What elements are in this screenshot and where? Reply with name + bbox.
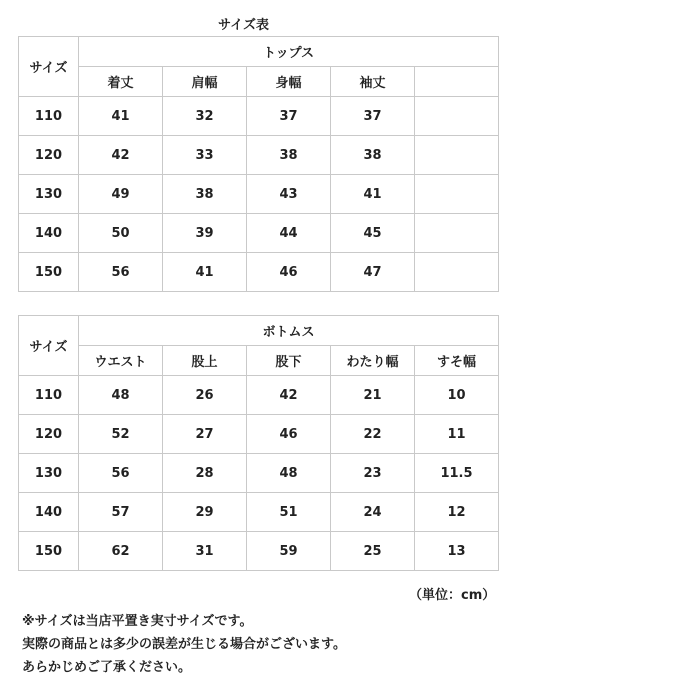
bottoms-group-header: ボトムス <box>79 316 499 346</box>
table-cell: 59 <box>247 532 331 571</box>
table-cell <box>415 97 499 136</box>
table-cell <box>415 214 499 253</box>
table-cell: 43 <box>247 175 331 214</box>
column-header: ウエスト <box>79 346 163 376</box>
size-label: 140 <box>19 493 79 532</box>
table-cell: 45 <box>331 214 415 253</box>
column-header <box>415 67 499 97</box>
column-header: すそ幅 <box>415 346 499 376</box>
table-row <box>19 454 499 493</box>
table-row <box>19 532 499 571</box>
table-cell: 24 <box>331 493 415 532</box>
table-cell: 38 <box>331 136 415 175</box>
note-line: あらかじめご了承ください。 <box>22 660 192 675</box>
table-cell: 51 <box>247 493 331 532</box>
column-header: 股上 <box>163 346 247 376</box>
table-cell: 10 <box>415 376 499 415</box>
tops-group-header: トップス <box>79 37 499 67</box>
table-cell <box>415 175 499 214</box>
table-cell: 37 <box>247 97 331 136</box>
table-cell: 13 <box>415 532 499 571</box>
size-label: 130 <box>19 175 79 214</box>
column-header: 肩幅 <box>163 67 247 97</box>
table-row <box>19 253 499 292</box>
table-row <box>19 175 499 214</box>
size-label: 140 <box>19 214 79 253</box>
table-row <box>19 136 499 175</box>
table-cell: 56 <box>79 454 163 493</box>
unit-label: （単位：cm） <box>409 588 496 603</box>
table-cell: 41 <box>331 175 415 214</box>
tops-size-table <box>18 36 499 292</box>
table-cell: 28 <box>163 454 247 493</box>
column-header: 股下 <box>247 346 331 376</box>
size-label: 120 <box>19 415 79 454</box>
table-cell: 27 <box>163 415 247 454</box>
table-cell: 62 <box>79 532 163 571</box>
bottoms-size-table <box>18 315 499 571</box>
table-cell: 41 <box>163 253 247 292</box>
table-row <box>19 97 499 136</box>
table-cell: 38 <box>163 175 247 214</box>
table-row <box>19 493 499 532</box>
table-cell: 26 <box>163 376 247 415</box>
table-cell: 42 <box>247 376 331 415</box>
notes <box>22 610 346 679</box>
table-cell: 21 <box>331 376 415 415</box>
table-cell: 48 <box>79 376 163 415</box>
table-cell: 25 <box>331 532 415 571</box>
size-label: 110 <box>19 97 79 136</box>
table-cell <box>415 253 499 292</box>
table-row <box>19 376 499 415</box>
table-cell: 22 <box>331 415 415 454</box>
table-cell: 57 <box>79 493 163 532</box>
table-cell: 12 <box>415 493 499 532</box>
table-cell: 38 <box>247 136 331 175</box>
table-cell: 49 <box>79 175 163 214</box>
table-cell: 33 <box>163 136 247 175</box>
size-label: 120 <box>19 136 79 175</box>
note-line: 実際の商品とは多少の誤差が生じる場合がございます。 <box>22 637 346 652</box>
column-header: 身幅 <box>247 67 331 97</box>
note-line: ※サイズは当店平置き実寸サイズです。 <box>22 614 253 629</box>
table-cell: 32 <box>163 97 247 136</box>
table-cell: 11 <box>415 415 499 454</box>
table-row <box>19 415 499 454</box>
table-cell: 42 <box>79 136 163 175</box>
table-row <box>19 214 499 253</box>
table-cell: 46 <box>247 415 331 454</box>
table-cell: 29 <box>163 493 247 532</box>
table-cell: 46 <box>247 253 331 292</box>
table-cell: 50 <box>79 214 163 253</box>
table-cell: 31 <box>163 532 247 571</box>
table-cell: 11.5 <box>415 454 499 493</box>
table-cell: 47 <box>331 253 415 292</box>
size-label: 150 <box>19 532 79 571</box>
table-cell: 56 <box>79 253 163 292</box>
size-column-header: サイズ <box>19 316 79 376</box>
table-cell: 44 <box>247 214 331 253</box>
size-label: 110 <box>19 376 79 415</box>
table-cell: 52 <box>79 415 163 454</box>
table-cell: 37 <box>331 97 415 136</box>
size-column-header: サイズ <box>19 37 79 97</box>
table-cell <box>415 136 499 175</box>
table-cell: 39 <box>163 214 247 253</box>
table-cell: 48 <box>247 454 331 493</box>
size-label: 150 <box>19 253 79 292</box>
column-header: わたり幅 <box>331 346 415 376</box>
table-cell: 41 <box>79 97 163 136</box>
size-chart-title: サイズ表 <box>218 18 269 33</box>
table-cell: 23 <box>331 454 415 493</box>
size-label: 130 <box>19 454 79 493</box>
column-header: 着丈 <box>79 67 163 97</box>
column-header: 袖丈 <box>331 67 415 97</box>
